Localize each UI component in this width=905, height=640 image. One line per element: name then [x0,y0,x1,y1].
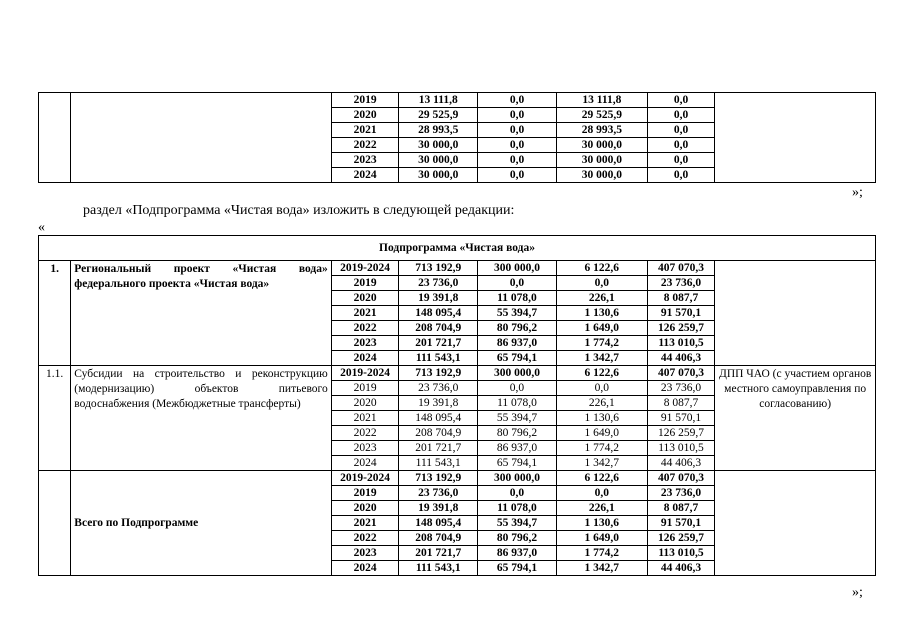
total-cell: 208 704,9 [399,321,478,336]
okrug-budget-cell: 1 649,0 [556,426,647,441]
total-cell: 29 525,9 [399,108,478,123]
section-number: 1.1. [39,366,71,471]
okrug-budget-cell: 1 342,7 [556,456,647,471]
year-cell: 2024 [331,456,399,471]
total-cell: 148 095,4 [399,306,478,321]
subprogram-title: Подпрограмма «Чистая вода» [39,236,876,261]
section-name: Региональный проект «Чистая вода» федерального проекта «Чистая вода» [71,261,331,366]
year-cell: 2019 [331,486,399,501]
okrug-budget-cell: 1 649,0 [556,531,647,546]
opening-quote: « [38,220,45,235]
federal-budget-cell: 65 794,1 [478,456,557,471]
okrug-budget-cell: 226,1 [556,291,647,306]
executor-cell: ДПП ЧАО (с участием органов местного самоуправления по согласованию) [715,366,876,471]
local-budget-cell: 407 070,3 [647,366,715,381]
year-cell: 2022 [331,138,399,153]
local-budget-cell: 0,0 [647,153,715,168]
year-cell: 2023 [331,336,399,351]
executor-cell [715,471,876,576]
okrug-budget-cell: 0,0 [556,276,647,291]
year-cell: 2022 [331,321,399,336]
okrug-budget-cell: 226,1 [556,396,647,411]
federal-budget-cell: 0,0 [478,276,557,291]
total-cell: 13 111,8 [399,93,478,108]
total-cell: 713 192,9 [399,261,478,276]
okrug-budget-cell: 30 000,0 [556,153,647,168]
total-cell: 208 704,9 [399,426,478,441]
year-cell: 2020 [331,396,399,411]
okrug-budget-cell: 1 130,6 [556,306,647,321]
federal-budget-cell: 65 794,1 [478,561,557,576]
federal-budget-cell: 300 000,0 [478,471,557,486]
total-cell: 148 095,4 [399,411,478,426]
year-cell: 2020 [331,108,399,123]
federal-budget-cell: 0,0 [478,153,557,168]
total-cell: 148 095,4 [399,516,478,531]
table-row [39,93,876,108]
total-cell: 30 000,0 [399,153,478,168]
federal-budget-cell: 86 937,0 [478,441,557,456]
okrug-budget-cell: 13 111,8 [556,93,647,108]
local-budget-cell: 8 087,7 [647,291,715,306]
table-row [39,261,876,276]
year-cell: 2019 [331,381,399,396]
local-budget-cell: 23 736,0 [647,381,715,396]
federal-budget-cell: 80 796,2 [478,531,557,546]
year-cell: 2024 [331,168,399,183]
federal-budget-cell: 65 794,1 [478,351,557,366]
instruction-text: раздел «Подпрограмма «Чистая вода» изложить в следующей редакции: [83,203,515,218]
federal-budget-cell: 80 796,2 [478,321,557,336]
local-budget-cell: 113 010,5 [647,336,715,351]
year-cell: 2020 [331,291,399,306]
year-cell: 2019-2024 [331,261,399,276]
federal-budget-cell: 0,0 [478,168,557,183]
year-cell: 2024 [331,351,399,366]
federal-budget-cell: 0,0 [478,108,557,123]
year-cell: 2019 [331,276,399,291]
federal-budget-cell: 86 937,0 [478,336,557,351]
total-cell: 208 704,9 [399,531,478,546]
local-budget-cell: 407 070,3 [647,261,715,276]
year-cell: 2021 [331,306,399,321]
local-budget-cell: 0,0 [647,108,715,123]
okrug-budget-cell: 1 130,6 [556,516,647,531]
federal-budget-cell: 86 937,0 [478,546,557,561]
local-budget-cell: 91 570,1 [647,516,715,531]
total-cell: 201 721,7 [399,546,478,561]
section-name: Всего по Подпрограмме [71,471,331,576]
okrug-budget-cell: 1 342,7 [556,561,647,576]
local-budget-cell: 23 736,0 [647,486,715,501]
total-cell: 19 391,8 [399,291,478,306]
total-cell: 28 993,5 [399,123,478,138]
federal-budget-cell: 0,0 [478,123,557,138]
okrug-budget-cell: 226,1 [556,501,647,516]
local-budget-cell: 0,0 [647,93,715,108]
okrug-budget-cell: 28 993,5 [556,123,647,138]
year-cell: 2021 [331,411,399,426]
section-number [39,471,71,576]
table-row [39,471,876,486]
year-cell: 2022 [331,426,399,441]
okrug-budget-cell: 1 342,7 [556,351,647,366]
total-cell: 111 543,1 [399,351,478,366]
federal-budget-cell: 55 394,7 [478,516,557,531]
total-cell: 713 192,9 [399,471,478,486]
federal-budget-cell: 0,0 [478,486,557,501]
okrug-budget-cell: 1 774,2 [556,441,647,456]
okrug-budget-cell: 6 122,6 [556,471,647,486]
table-row [39,366,876,381]
year-cell: 2023 [331,546,399,561]
federal-budget-cell: 11 078,0 [478,396,557,411]
total-cell: 201 721,7 [399,336,478,351]
local-budget-cell: 407 070,3 [647,471,715,486]
total-cell: 23 736,0 [399,486,478,501]
federal-budget-cell: 0,0 [478,93,557,108]
year-cell: 2023 [331,153,399,168]
top-table-fragment [38,92,876,183]
total-cell: 19 391,8 [399,501,478,516]
local-budget-cell: 126 259,7 [647,531,715,546]
okrug-budget-cell: 1 649,0 [556,321,647,336]
section-number: 1. [39,261,71,366]
federal-budget-cell: 11 078,0 [478,501,557,516]
okrug-budget-cell: 1 774,2 [556,546,647,561]
local-budget-cell: 91 570,1 [647,306,715,321]
local-budget-cell: 0,0 [647,138,715,153]
total-cell: 23 736,0 [399,276,478,291]
closing-quote-1: »; [852,185,863,200]
total-cell: 19 391,8 [399,396,478,411]
local-budget-cell: 91 570,1 [647,411,715,426]
local-budget-cell: 8 087,7 [647,396,715,411]
year-cell: 2019-2024 [331,366,399,381]
federal-budget-cell: 80 796,2 [478,426,557,441]
total-cell: 713 192,9 [399,366,478,381]
total-cell: 23 736,0 [399,381,478,396]
subprogram-table [38,235,876,576]
local-budget-cell: 126 259,7 [647,426,715,441]
local-budget-cell: 44 406,3 [647,561,715,576]
federal-budget-cell: 11 078,0 [478,291,557,306]
federal-budget-cell: 300 000,0 [478,366,557,381]
okrug-budget-cell: 6 122,6 [556,261,647,276]
okrug-budget-cell: 1 130,6 [556,411,647,426]
year-cell: 2019 [331,93,399,108]
year-cell: 2022 [331,531,399,546]
local-budget-cell: 113 010,5 [647,441,715,456]
year-cell: 2020 [331,501,399,516]
year-cell: 2024 [331,561,399,576]
okrug-budget-cell: 1 774,2 [556,336,647,351]
year-cell: 2019-2024 [331,471,399,486]
year-cell: 2023 [331,441,399,456]
local-budget-cell: 8 087,7 [647,501,715,516]
okrug-budget-cell: 6 122,6 [556,366,647,381]
okrug-budget-cell: 30 000,0 [556,138,647,153]
federal-budget-cell: 55 394,7 [478,411,557,426]
closing-quote-2: »; [852,585,863,600]
local-budget-cell: 113 010,5 [647,546,715,561]
federal-budget-cell: 0,0 [478,138,557,153]
section-name: Субсидии на строительство и реконструкцию (модернизацию) объектов питьевого водоснабжения (Межбюджетные трансферты) [71,366,331,471]
number-cell [39,93,71,183]
total-cell: 201 721,7 [399,441,478,456]
total-cell: 111 543,1 [399,561,478,576]
name-cell [71,93,331,183]
total-cell: 111 543,1 [399,456,478,471]
okrug-budget-cell: 30 000,0 [556,168,647,183]
local-budget-cell: 44 406,3 [647,351,715,366]
okrug-budget-cell: 29 525,9 [556,108,647,123]
executor-cell [715,93,876,183]
total-cell: 30 000,0 [399,168,478,183]
year-cell: 2021 [331,123,399,138]
executor-cell [715,261,876,366]
local-budget-cell: 44 406,3 [647,456,715,471]
okrug-budget-cell: 0,0 [556,486,647,501]
federal-budget-cell: 300 000,0 [478,261,557,276]
year-cell: 2021 [331,516,399,531]
local-budget-cell: 126 259,7 [647,321,715,336]
federal-budget-cell: 0,0 [478,381,557,396]
local-budget-cell: 23 736,0 [647,276,715,291]
local-budget-cell: 0,0 [647,168,715,183]
federal-budget-cell: 55 394,7 [478,306,557,321]
local-budget-cell: 0,0 [647,123,715,138]
total-cell: 30 000,0 [399,138,478,153]
okrug-budget-cell: 0,0 [556,381,647,396]
